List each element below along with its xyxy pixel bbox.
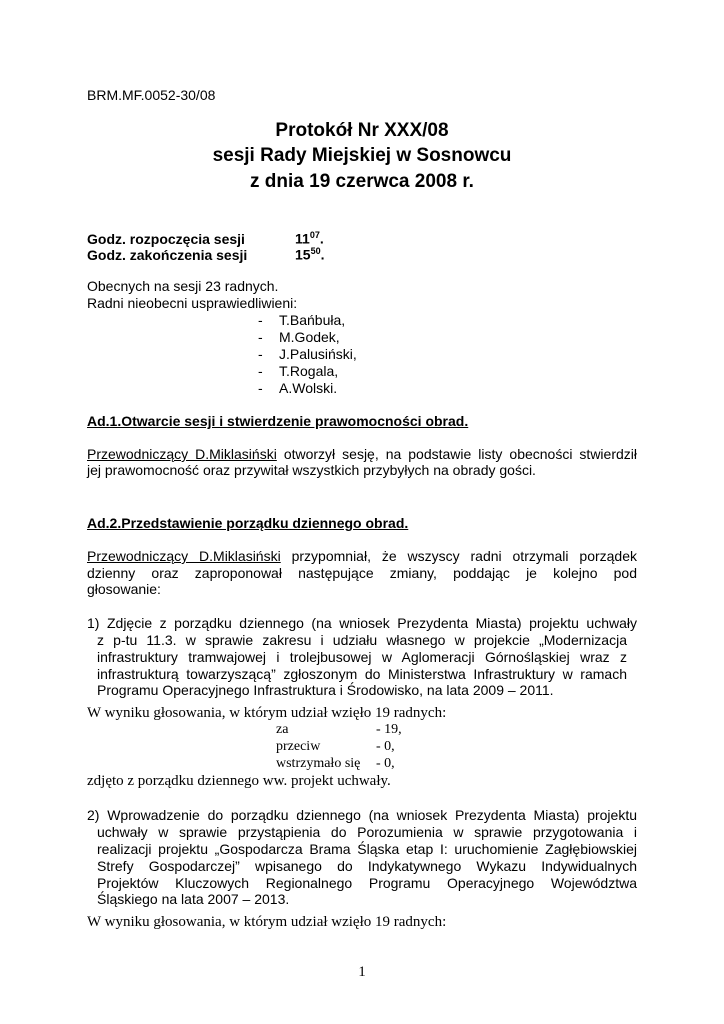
item2-line: 2) Wprowadzenie do porządku dziennego (na wniosek Prezydenta Miasta) projektu [87, 807, 637, 823]
vote-intro-2: W wyniku głosowania, w którym udział wzięło 19 radnych: [87, 914, 447, 930]
item2-line: realizacji projektu „Gospodarcza Brama Śląska etap I: uruchomienie Zagłębiowskiej [97, 841, 637, 857]
absent-item [258, 312, 345, 328]
vote-result: zdjęto z porządku dziennego ww. projekt uchwały. [87, 773, 391, 789]
item1-line: z p-tu 11.3. w sprawie zakresu i udziału własnego w projekcie „Modernizacja [97, 632, 627, 648]
vote-label: przeciw [276, 739, 321, 754]
item1-line: infrastrukturą towarzyszącą” zgłoszonym do Ministerstwa Infrastruktury w ramach [97, 666, 627, 682]
list-dash: - [258, 380, 263, 396]
item2-line: Śląskiego na lata 2007 – 2013. [97, 891, 290, 907]
item1-line: Programu Operacyjnego Infrastruktura i Środowisko, na lata 2009 – 2011. [97, 682, 554, 698]
vote-row-for [276, 722, 402, 738]
vote-row-against [276, 739, 395, 755]
start-dot: . [319, 230, 324, 247]
title-session: sesji Rady Miejskiej w Sosnowcu [212, 145, 512, 166]
start-time-label: Godz. rozpoczęcia sesji [87, 230, 245, 247]
end-minute: 50 [310, 246, 321, 256]
vote-label: za [276, 722, 289, 737]
title-protocol-number: Protokół Nr XXX/08 [275, 120, 449, 141]
list-dash: - [258, 312, 263, 328]
item2-line: uchwały w sprawie przystąpienia do Porozumienia w sprawie przygotowania i [97, 824, 637, 840]
vote-intro: W wyniku głosowania, w którym udział wzięło 19 radnych: [87, 705, 447, 721]
title-date: z dnia 19 czerwca 2008 r. [250, 171, 474, 192]
list-dash: - [258, 329, 263, 345]
end-dot: . [320, 246, 325, 263]
session-start-time [87, 230, 324, 247]
attendance-present: Obecnych na sesji 23 radnych. [87, 278, 279, 294]
list-dash: - [258, 363, 263, 379]
session-end-time [87, 246, 324, 263]
section-heading-ad1: Ad.1.Otwarcie sesji i stwierdzenie prawomocności obrad. [87, 413, 469, 429]
absent-name: M.Godek, [279, 329, 340, 345]
attendance-absent-label: Radni nieobecni usprawiedliwieni: [87, 295, 298, 311]
page-number: 1 [358, 964, 366, 980]
chairman-name: Przewodniczący D.Miklasiński [87, 548, 281, 564]
vote-row-abstain [276, 756, 395, 772]
ad1-text: otworzył sesję, na podstawie listy obecności stwierdził [276, 446, 637, 462]
absent-item [258, 380, 337, 396]
absent-name: J.Palusiński, [279, 346, 357, 362]
chairman-name: Przewodniczący D.Miklasiński [87, 446, 277, 462]
absent-item [258, 363, 338, 379]
vote-value: - 0, [376, 756, 395, 771]
section-heading-ad2: Ad.2.Przedstawienie porządku dziennego obrad. [87, 515, 409, 531]
document-reference: BRM.MF.0052-30/08 [87, 87, 216, 103]
end-hour: 15 [295, 246, 311, 263]
end-time-label: Godz. zakończenia sesji [87, 246, 248, 263]
item1-line: 1) Zdjęcie z porządku dziennego (na wniosek Prezydenta Miasta) projektu uchwały [87, 615, 637, 631]
list-dash: - [258, 346, 263, 362]
ad2-intro-line3: głosowanie: [87, 581, 161, 597]
vote-value: - 19, [376, 722, 402, 737]
absent-name: T.Bańbuła, [279, 312, 346, 328]
ad2-intro-line2: dzienny oraz zaproponował następujące zmiany, poddając je kolejno pod [87, 565, 637, 581]
item2-line: Projektów Kluczowych Regionalnego Programu Operacyjnego Województwa [97, 875, 637, 891]
start-hour: 11 [295, 230, 310, 247]
item1-line: infrastruktury tramwajowej i trolejbusowej w Aglomeracji Górnośląskiej wraz z [97, 649, 627, 665]
vote-value: - 0, [376, 739, 395, 754]
vote-label: wstrzymało się [276, 756, 361, 771]
absent-item [258, 329, 340, 345]
ad2-intro-text: przypomniał, że wszyscy radni otrzymali porządek [280, 548, 637, 564]
absent-item [258, 346, 357, 362]
absent-name: T.Rogala, [279, 363, 339, 379]
item2-line: Strefy Gospodarczej” wpisanego do Indykatywnego Wykazu Indywidualnych [97, 858, 637, 874]
ad1-paragraph-line1 [87, 445, 637, 463]
ad1-paragraph-line2: jej prawomocność oraz przywitał wszystkich przybyłych na obrady gości. [87, 462, 536, 478]
absent-name: A.Wolski. [279, 380, 338, 396]
start-minute: 07 [309, 230, 320, 240]
ad2-intro-line1 [87, 547, 637, 565]
